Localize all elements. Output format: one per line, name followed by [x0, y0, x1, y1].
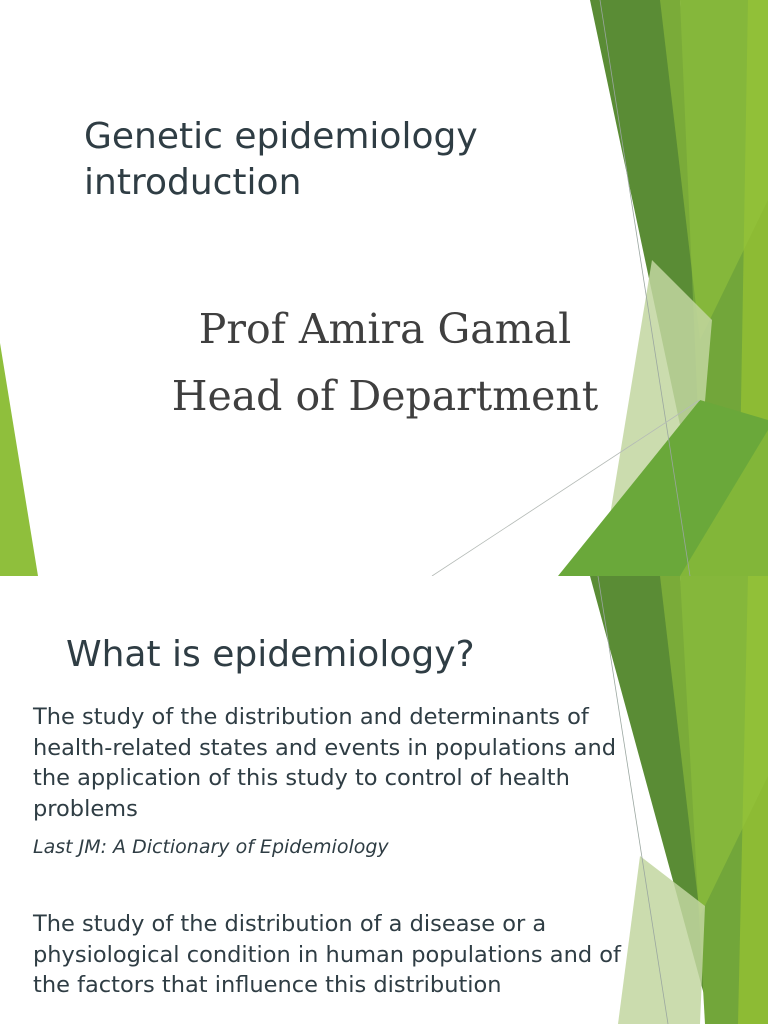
slide-title: What is epidemiology? [66, 634, 475, 675]
citation: Last JM: A Dictionary of Epidemiology [33, 836, 389, 858]
presenter-role: Head of Department [171, 372, 599, 420]
slide-title: Genetic epidemiology introduction [84, 116, 478, 203]
content-slide [0, 576, 768, 1024]
definition-paragraph-1: The study of the distribution and determinants of health-related states and events in populations and the application of this study to control of health problems [33, 704, 616, 822]
presenter-name: Prof Amira Gamal [198, 305, 572, 353]
presenter-info [160, 296, 610, 430]
left-accent-triangle [0, 343, 38, 576]
definition-paragraph-2: The study of the distribution of a disease or a physiological condition in human populations and of the factors that influence this distribution [33, 911, 621, 998]
